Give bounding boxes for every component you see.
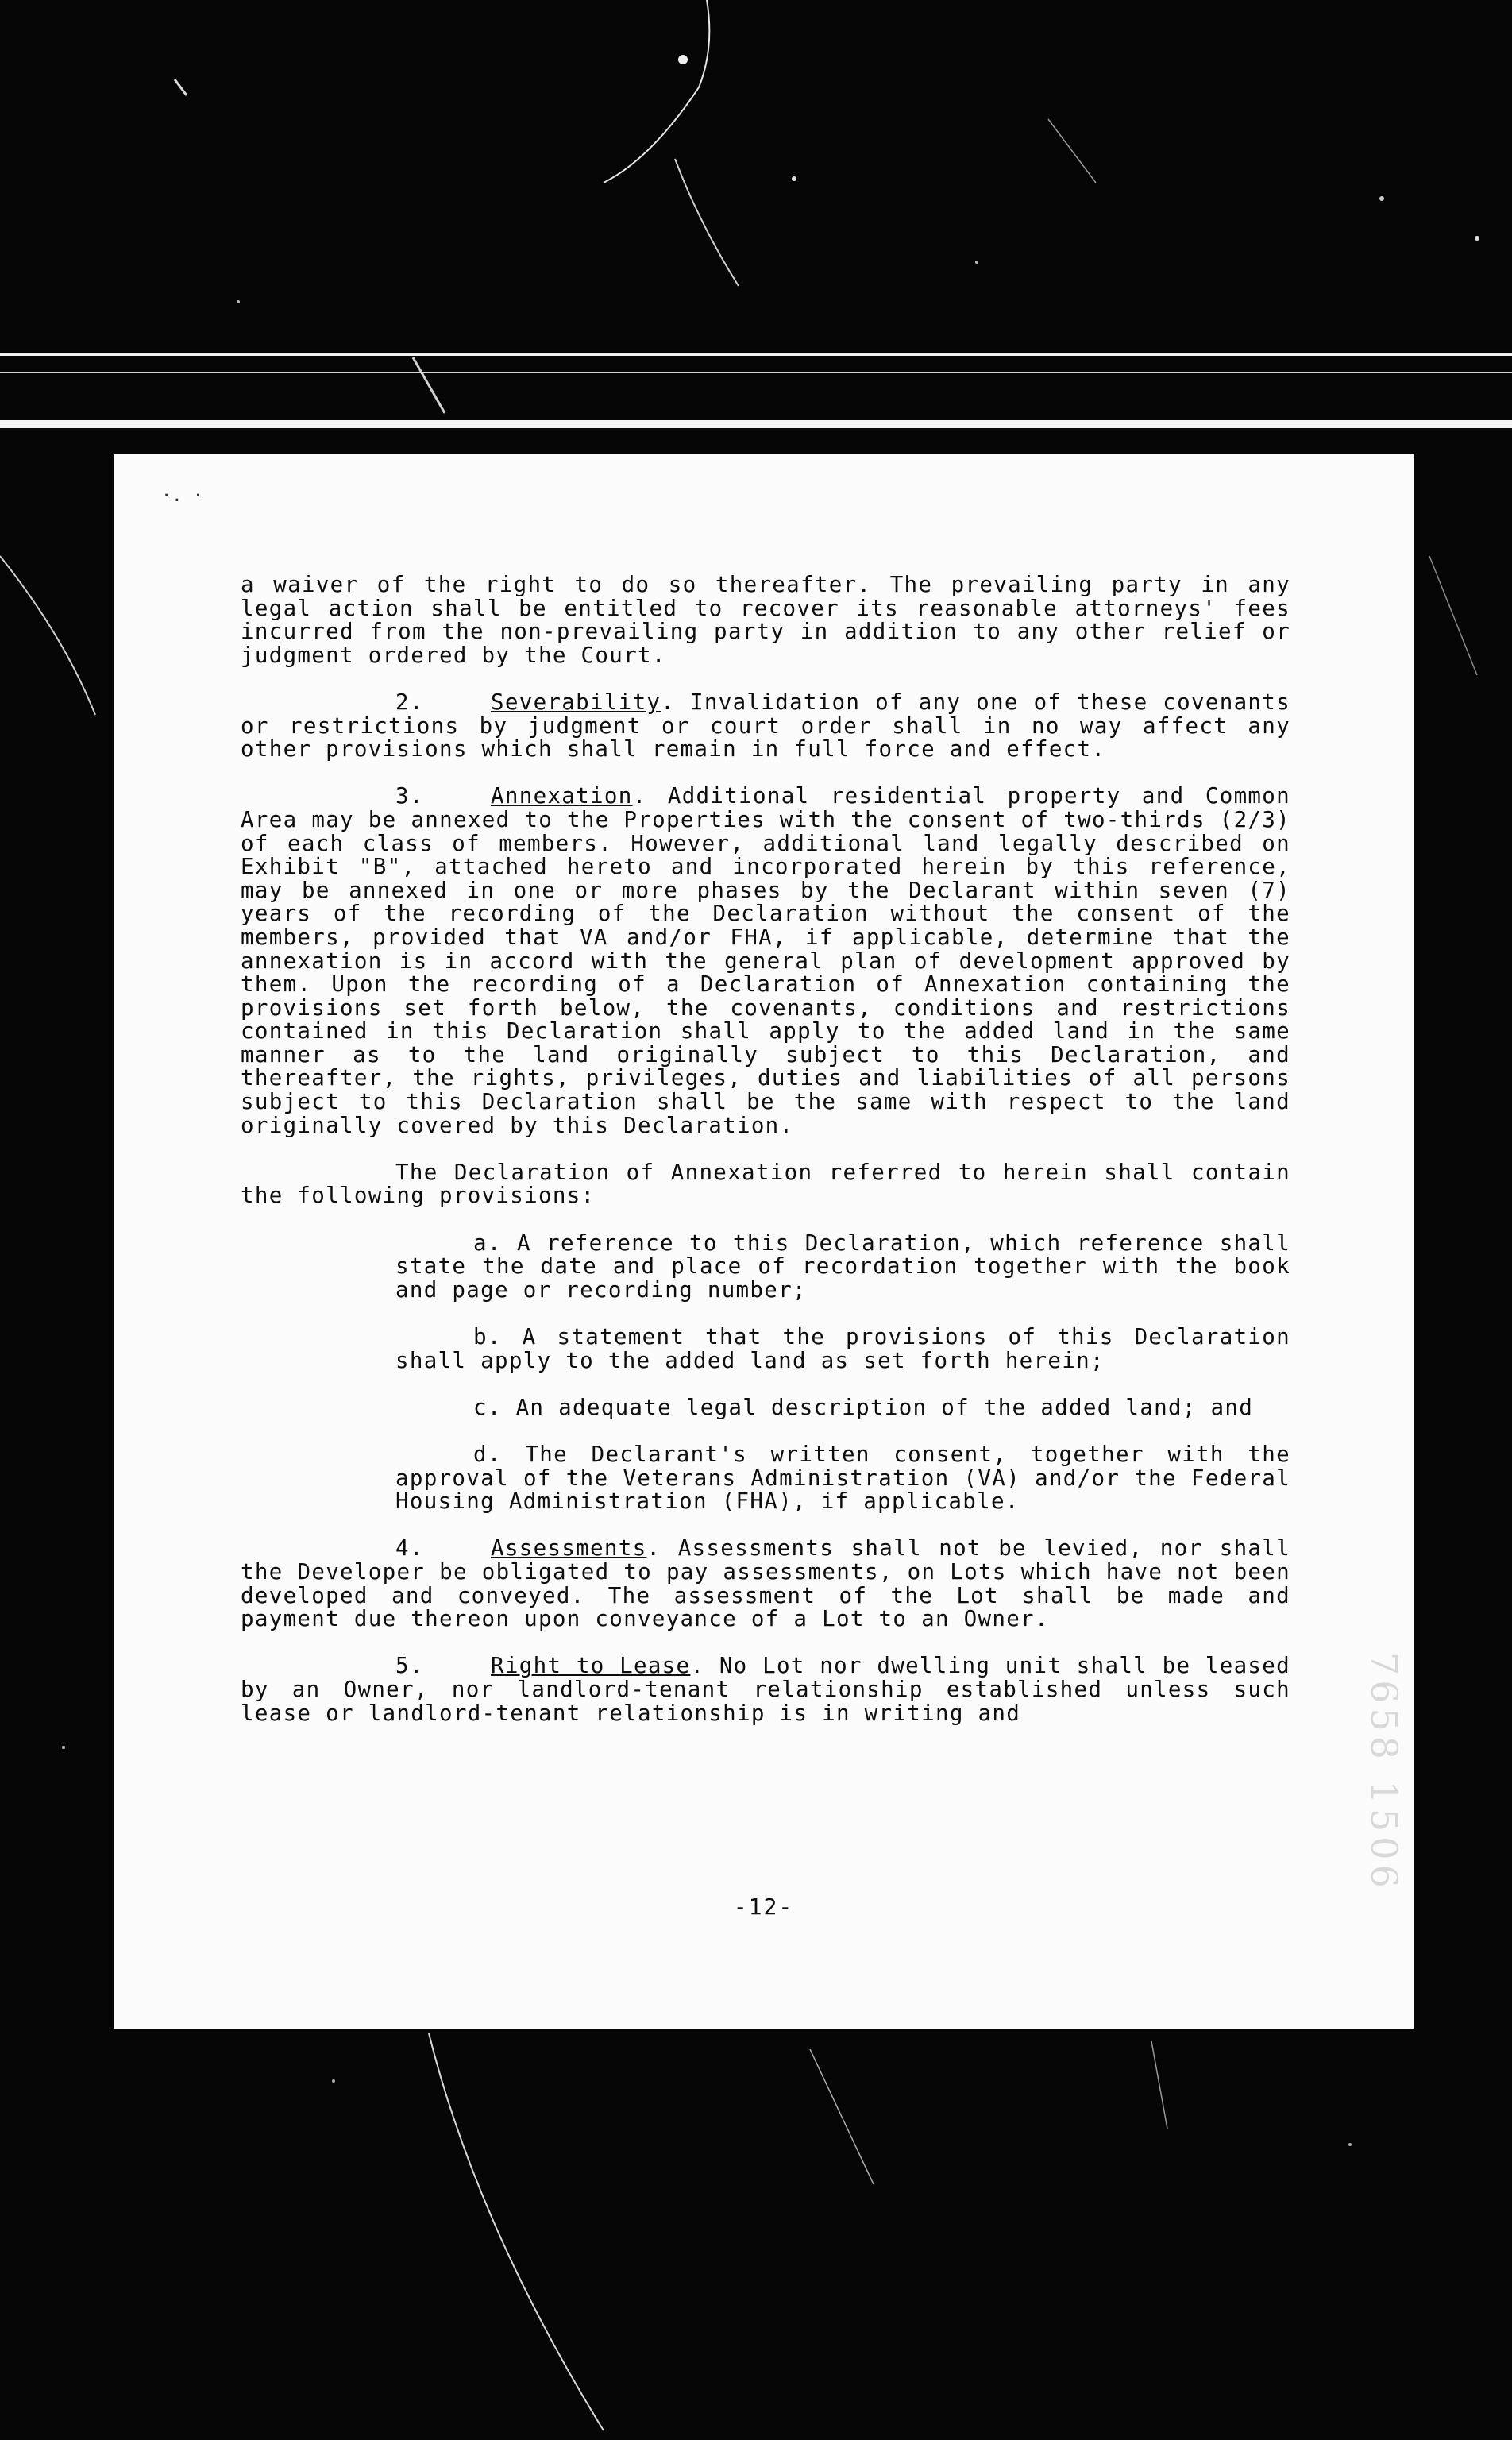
provision-text: The Declarant's written consent, together with the approval of the Veterans Administration (VA) and/or the Federal Housing Administration (FHA), if applicable. xyxy=(395,1441,1290,1515)
section-body: . Assessments shall not be levied, nor shall the Developer be obligated to pay assessments, on Lots which have not been developed and conveyed. The assessment of the Lot shall be made and payment due thereon upon conveyance of a Lot to an Owner. xyxy=(241,1535,1290,1632)
page-number: -12- xyxy=(733,1894,794,1920)
page-body xyxy=(241,573,1290,1749)
section-heading: Right to Lease xyxy=(491,1653,691,1679)
scan-rule-top xyxy=(0,353,1512,356)
provision-item xyxy=(395,1232,1290,1303)
provision-item xyxy=(395,1396,1290,1420)
section-body: . Additional residential property and Common Area may be annexed to the Properties with the consent of two-thirds (2/3) of each class of members. However, additional land legally described on Exhibit "B", attached hereto and incorporated herein by this reference, may be annexed in one or more phases by the Declarant within seven (7) years of the recording of the Declaration without the consent of the members, provided that VA and/or FHA, if applicable, determine that the annexation is in accord with the general plan of development approved by them. Upon the recording of a Declaration of Annexation containing the provisions set forth below, the covenants, conditions and restrictions contained in this Declaration shall apply to the added land in the same manner as to the land originally subject to this Declaration, and thereafter, the rights, privileges, duties and liabilities of all persons subject to this Declaration shall be the same with respect to the land originally covered by this Declaration. xyxy=(241,783,1290,1138)
recording-page: 1506 xyxy=(1363,1780,1406,1893)
paper-specks: ·. · xyxy=(161,486,203,506)
section-right-to-lease xyxy=(241,1654,1290,1725)
section-heading: Severability xyxy=(491,689,662,715)
provision-item xyxy=(395,1326,1290,1372)
provision-text: A reference to this Declaration, which reference shall state the date and place of recordation together with the book and page or recording number; xyxy=(395,1230,1291,1303)
opening-paragraph: a waiver of the right to do so thereafter. The prevailing party in any legal action shall be entitled to recover its reasonable attorneys' fees incurred from the non-prevailing party in addition to any other relief or judgment ordered by the Court. xyxy=(241,572,1290,668)
provision-letter: b. xyxy=(473,1324,502,1349)
section-number: 3. xyxy=(395,783,424,809)
section-heading: Assessments xyxy=(491,1535,647,1562)
provision-item xyxy=(395,1443,1290,1514)
section-body: . Invalidation of any one of these covenants or restrictions by judgment or court order shall in no way affect any other provisions which shall remain in full force and effect. xyxy=(241,689,1290,762)
section-number: 2. xyxy=(395,689,424,715)
section-number: 4. xyxy=(395,1535,424,1562)
provision-letter: c. xyxy=(473,1394,502,1420)
provision-text: A statement that the provisions of this Declaration shall apply to the added land as set forth herein; xyxy=(395,1324,1290,1373)
section-severability xyxy=(241,691,1290,762)
section-number: 5. xyxy=(395,1653,424,1679)
document-page xyxy=(114,454,1414,2029)
scan-rule-middle xyxy=(0,372,1512,373)
annexation-intro: The Declaration of Annexation referred to herein shall contain the following provisions: xyxy=(241,1159,1290,1209)
provision-letter: d. xyxy=(473,1441,502,1467)
section-annexation xyxy=(241,785,1290,1137)
provision-text: An adequate legal description of the added land; and xyxy=(515,1394,1254,1420)
section-heading: Annexation xyxy=(491,783,633,809)
recording-book: 7658 xyxy=(1363,1652,1406,1765)
scan-rule-bottom xyxy=(0,420,1512,428)
recording-stamp xyxy=(1302,1652,1406,1893)
section-assessments xyxy=(241,1537,1290,1631)
provision-letter: a. xyxy=(473,1230,502,1256)
section-body: . No Lot nor dwelling unit shall be leased by an Owner, nor landlord-tenant relationship established unless such lease or landlord-tenant relationship is in writing and xyxy=(241,1653,1290,1726)
